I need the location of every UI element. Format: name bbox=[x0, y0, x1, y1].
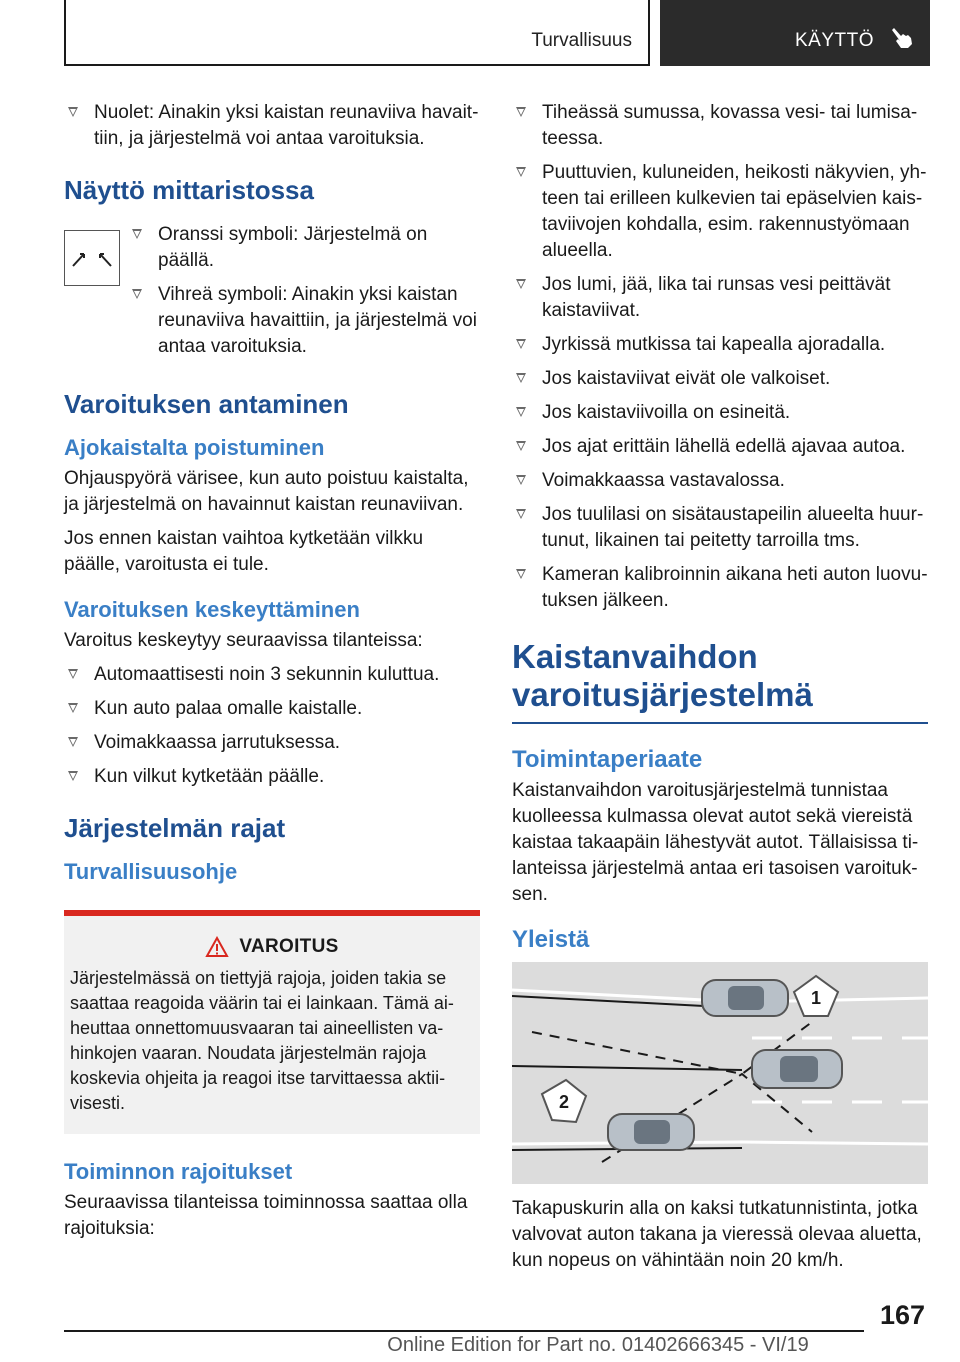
heading-restrictions: Toiminnon rajoitukset bbox=[64, 1159, 293, 1184]
paragraph: Kaistanvaihdon varoitusjärjestelmä tunnistaa kuolleessa kulmassa olevat autot sekä viereistä kaistaa takaapäin lähestyvät autot. Tällaisissa ti-lanteissa järjestelmä antaa eri tasoisen varoituk-sen. bbox=[512, 780, 919, 905]
paragraph: Seuraavissa tilanteissa toiminnossa saattaa olla rajoituksia: bbox=[64, 1192, 468, 1239]
bullet-triangle-icon bbox=[516, 441, 526, 451]
bullet-triangle-icon bbox=[132, 229, 142, 239]
bullet-triangle-icon bbox=[516, 509, 526, 519]
heading-lane-change: Kaistanvaihdon varoitusjärjestelmä bbox=[512, 638, 928, 724]
section-title: Turvallisuus bbox=[531, 30, 632, 51]
list-item: Kun vilkut kytketään päälle. bbox=[64, 764, 480, 790]
figure-label-1: 1 bbox=[810, 988, 822, 1008]
list-item: Puuttuvien, kuluneiden, heikosti näkyvien, yh-teen tai erilleen kulkevien tai epäselvien kais-taviivojen kohdalla, esim. rakennustyömaan alueella. bbox=[512, 160, 928, 264]
list-item: Voimakkaassa jarrutuksessa. bbox=[64, 730, 480, 756]
bullet-triangle-icon bbox=[68, 703, 78, 713]
bullet-triangle-icon bbox=[516, 475, 526, 485]
heading-limits: Järjestelmän rajat bbox=[64, 813, 286, 843]
heading-principle: Toimintaperiaate bbox=[512, 746, 703, 773]
warning-box bbox=[64, 910, 480, 1134]
heading-display: Näyttö mittaristossa bbox=[64, 175, 314, 205]
bullet-triangle-icon bbox=[68, 669, 78, 679]
list-item: Kun auto palaa omalle kaistalle. bbox=[64, 696, 480, 722]
heading-safety: Turvallisuusohje bbox=[64, 859, 238, 884]
bullet-triangle-icon bbox=[516, 107, 526, 117]
edition-text: Online Edition for Part no. 01402666345 - VI/19 bbox=[387, 1334, 809, 1356]
page-number: 167 bbox=[880, 1300, 926, 1330]
left-column bbox=[64, 100, 480, 1250]
warning-text: Järjestelmässä on tiettyjä rajoja, joiden takia se saattaa reagoida väärin tai ei lainkaan. Tämä ai-heuttaa onnettomuusvaaran tai aineellisten va-hinkojen vaaran. Noudata järjestelmän rajoja koskevia ohjeita ja reagoi itse tarvittaessa aktii-visesti. bbox=[70, 968, 454, 1113]
list-item: Jos ajat erittäin lähellä edellä ajavaa autoa. bbox=[512, 434, 928, 460]
heading-interrupt: Varoituksen keskeyttäminen bbox=[64, 597, 360, 622]
bullet-triangle-icon bbox=[68, 771, 78, 781]
bullet-triangle-icon bbox=[516, 167, 526, 177]
list-item: Jos kaistaviivoilla on esineitä. bbox=[512, 400, 928, 426]
paragraph: Jos ennen kaistan vaihtoa kytketään vilkku päälle, varoitusta ei tule. bbox=[64, 528, 424, 575]
bullet-triangle-icon bbox=[516, 339, 526, 349]
bullet-triangle-icon bbox=[516, 569, 526, 579]
section-tab bbox=[64, 0, 650, 66]
bullet-triangle-icon bbox=[132, 289, 142, 299]
bullet-triangle-icon bbox=[516, 407, 526, 417]
warning-title: VAROITUS bbox=[70, 936, 474, 958]
chapter-title: KÄYTTÖ bbox=[794, 30, 874, 51]
figure-label-2: 2 bbox=[558, 1092, 570, 1112]
list-item: Automaattisesti noin 3 sekunnin kuluttua. bbox=[64, 662, 480, 688]
right-column bbox=[512, 100, 928, 1282]
bullet-triangle-icon bbox=[516, 279, 526, 289]
list-item: Jos tuulilasi on sisätaustapeilin alueelta huur-tunut, likainen tai peitetty tarroilla tms. bbox=[512, 502, 928, 554]
paragraph: Ohjauspyörä värisee, kun auto poistuu kaistalta, ja järjestelmä on havainnut kaistan reunaviivan. bbox=[64, 468, 469, 515]
symbol-block bbox=[64, 222, 480, 360]
list-item: Voimakkaassa vastavalossa. bbox=[512, 468, 928, 494]
list-item: Jos kaistaviivat eivät ole valkoiset. bbox=[512, 366, 928, 392]
paragraph: Takapuskurin alla on kaksi tutkatunnistinta, jotka valvovat auton takana ja vieressä olevaa aluetta, kun nopeus on vähintään noin 20 km/h. bbox=[512, 1198, 922, 1271]
hand-pointer-icon bbox=[890, 26, 916, 50]
chapter-tab bbox=[660, 0, 930, 66]
paragraph: Varoitus keskeytyy seuraavissa tilanteissa: bbox=[64, 630, 423, 651]
page-header bbox=[64, 0, 930, 66]
bullet-triangle-icon bbox=[68, 107, 78, 117]
list-item: Jyrkissä mutkissa tai kapealla ajoradalla. bbox=[512, 332, 928, 358]
warning-triangle-icon bbox=[205, 936, 229, 958]
heading-lane-leave: Ajokaistalta poistuminen bbox=[64, 435, 325, 460]
heading-general: Yleistä bbox=[512, 926, 590, 953]
footer-rule bbox=[64, 1330, 864, 1332]
heading-warning: Varoituksen antaminen bbox=[64, 389, 349, 419]
lane-marking-icon bbox=[64, 230, 120, 286]
list-item: Vihreä symboli: Ainakin yksi kaistan reunaviiva havaittiin, ja järjestelmä voi antaa varoituksia. bbox=[128, 282, 480, 360]
bullet-triangle-icon bbox=[68, 737, 78, 747]
list-item: Tiheässä sumussa, kovassa vesi- tai lumisa-teessa. bbox=[512, 100, 928, 152]
list-item: Nuolet: Ainakin yksi kaistan reunaviiva havait-tiin, ja järjestelmä voi antaa varoituksia. bbox=[64, 100, 480, 152]
list-item: Kameran kalibroinnin aikana heti auton luovu-tuksen jälkeen. bbox=[512, 562, 928, 614]
bullet-triangle-icon bbox=[516, 373, 526, 383]
list-item: Oranssi symboli: Järjestelmä on päällä. bbox=[128, 222, 480, 274]
list-item: Jos lumi, jää, lika tai runsas vesi peittävät kaistaviivat. bbox=[512, 272, 928, 324]
blind-spot-illustration bbox=[512, 962, 928, 1184]
